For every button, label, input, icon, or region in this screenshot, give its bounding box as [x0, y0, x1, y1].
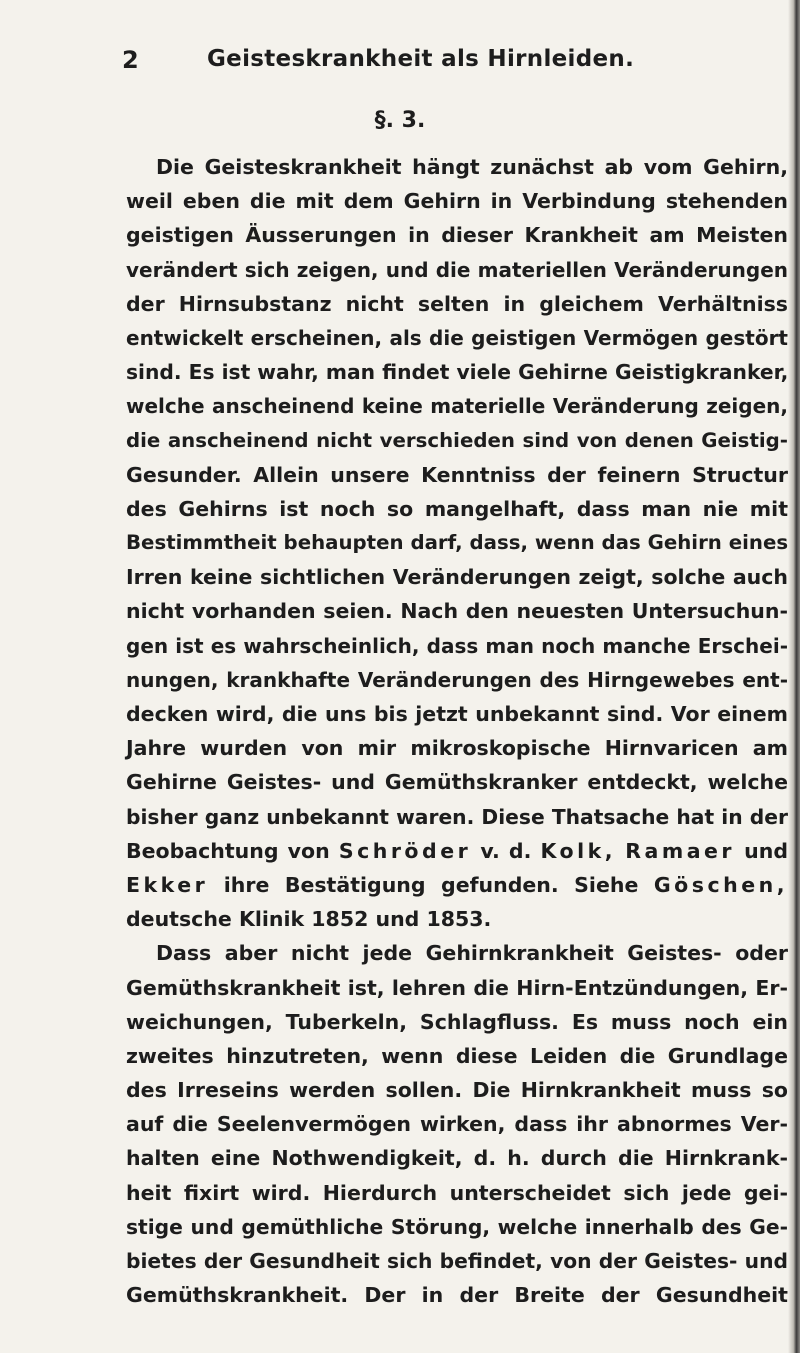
section-heading: §. 3. [374, 108, 426, 133]
text-line: des Irreseins werden sollen. Die Hirnkrankheit muss so [126, 1078, 788, 1103]
text-line: Gesunder. Allein unsere Kenntniss der feinern Structur [126, 462, 788, 487]
text-line: Irren keine sichtlichen Veränderungen zeigt, solche auch [126, 565, 788, 590]
text-line: stige und gemüthliche Störung, welche innerhalb des Ge- [126, 1214, 788, 1239]
text-line: Jahre wurden von mir mikroskopische Hirnvaricen am [126, 736, 788, 761]
author-name: Schröder [338, 838, 472, 863]
text-line-citation [126, 868, 788, 902]
text-line-citation [126, 834, 788, 868]
text-line: auf die Seelenvermögen wirken, dass ihr abnormes Ver- [126, 1112, 788, 1137]
text-line: gen ist es wahrscheinlich, dass man noch manche Erschei- [126, 633, 788, 658]
text-line: geistigen Äusserungen in dieser Krankheit am Meisten [126, 223, 788, 248]
text-line: zweites hinzutreten, wenn diese Leiden die Grundlage [126, 1043, 788, 1068]
text-line: Dass aber nicht jede Gehirnkrankheit Geistes- oder [156, 941, 788, 966]
text-line: Gemüthskrankheit ist, lehren die Hirn-Entzündungen, Er- [126, 975, 788, 1000]
text-line: Gemüthskrankheit. Der in der Breite der Gesundheit [126, 1283, 788, 1308]
text-line: bisher ganz unbekannt waren. Diese Thatsache hat in der [126, 804, 788, 829]
text-line: nungen, krankhafte Veränderungen des Hirngewebes ent- [126, 667, 788, 692]
citation-text: und [744, 838, 789, 863]
citation-text: v. d. [480, 838, 532, 863]
text-line: heit fixirt wird. Hierdurch unterscheidet sich jede gei- [126, 1180, 788, 1205]
text-line: des Gehirns ist noch so mangelhaft, dass man nie mit [126, 496, 788, 521]
text-line: entwickelt erscheinen, als die geistigen Vermögen gestört [126, 325, 788, 350]
text-line: welche anscheinend keine materielle Veränderung zeigen, [126, 394, 788, 419]
author-name: Göschen, [653, 872, 788, 897]
citation-text: ihre Bestätigung gefunden. Siehe [223, 872, 639, 897]
citation-text: Beobachtung von [126, 838, 330, 863]
author-name: Ekker [126, 872, 209, 897]
text-line: deutsche Klinik 1852 und 1853. [126, 907, 492, 932]
text-line: nicht vorhanden seien. Nach den neuesten Untersuchun- [126, 599, 788, 624]
running-title: Geisteskrankheit als Hirnleiden. [207, 46, 635, 72]
page-header [0, 46, 760, 86]
body-text [126, 150, 788, 1312]
text-line: Gehirne Geistes- und Gemüthskranker entdeckt, welche [126, 770, 788, 795]
text-line: die anscheinend nicht verschieden sind von denen Geistig- [126, 428, 788, 452]
author-name: Kolk, [540, 838, 617, 863]
text-line: weichungen, Tuberkeln, Schlagfluss. Es muss noch ein [126, 1009, 788, 1034]
text-line: verändert sich zeigen, und die materiellen Veränderungen [126, 257, 788, 282]
page-edge-shadow [788, 0, 800, 1353]
text-line: decken wird, die uns bis jetzt unbekannt sind. Vor einem [126, 702, 788, 726]
text-line: sind. Es ist wahr, man findet viele Gehirne Geistigkranker, [126, 360, 789, 385]
text-line: weil eben die mit dem Gehirn in Verbindung stehenden [126, 189, 788, 214]
text-line: halten eine Nothwendigkeit, d. h. durch die Hirnkrank- [126, 1146, 788, 1171]
page-number: 2 [122, 46, 139, 74]
text-line: Bestimmtheit behaupten darf, dass, wenn das Gehirn eines [126, 531, 789, 555]
text-line: bietes der Gesundheit sich befindet, von der Geistes- und [126, 1249, 788, 1273]
text-line: Die Geisteskrankheit hängt zunächst ab vom Gehirn, [156, 155, 788, 179]
text-line: der Hirnsubstanz nicht selten in gleichem Verhältniss [126, 291, 788, 316]
author-name: Ramaer [625, 838, 736, 863]
